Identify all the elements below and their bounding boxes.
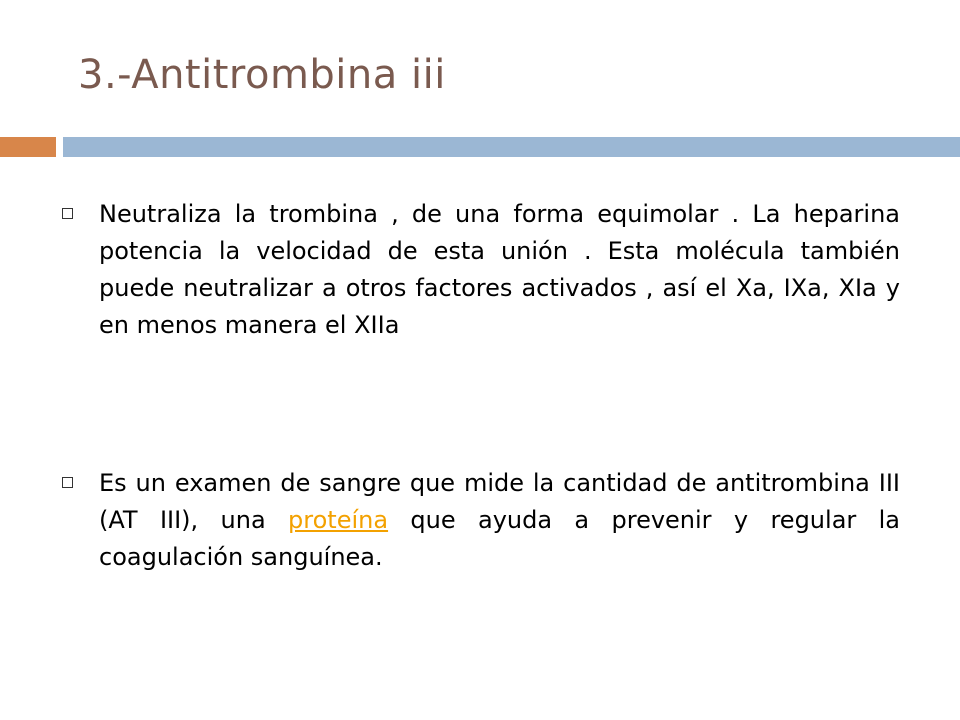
bullet-item bbox=[62, 196, 900, 344]
bullet-item bbox=[62, 465, 900, 576]
bullet-text-before: Es un examen de sangre que mide la cantidad de antitrombina III (AT III), una bbox=[99, 469, 900, 534]
bullet-text bbox=[99, 465, 900, 576]
bullet-text: Neutraliza la trombina , de una forma equimolar . La heparina potencia la velocidad de esta unión . Esta molécula también puede neutralizar a otros factores activados , así el Xa, IXa, XIa y en menos manera el XIIa bbox=[99, 200, 900, 339]
title-divider-bar bbox=[63, 137, 960, 157]
slide-title: 3.-Antitrombina iii bbox=[78, 52, 446, 98]
square-bullet-icon bbox=[62, 208, 73, 219]
proteina-link[interactable]: proteína bbox=[288, 506, 389, 534]
square-bullet-icon bbox=[62, 477, 73, 488]
bullet-text-after: que ayuda a prevenir y regular la coagulación sanguínea. bbox=[99, 506, 901, 571]
title-accent-bar bbox=[0, 137, 56, 157]
